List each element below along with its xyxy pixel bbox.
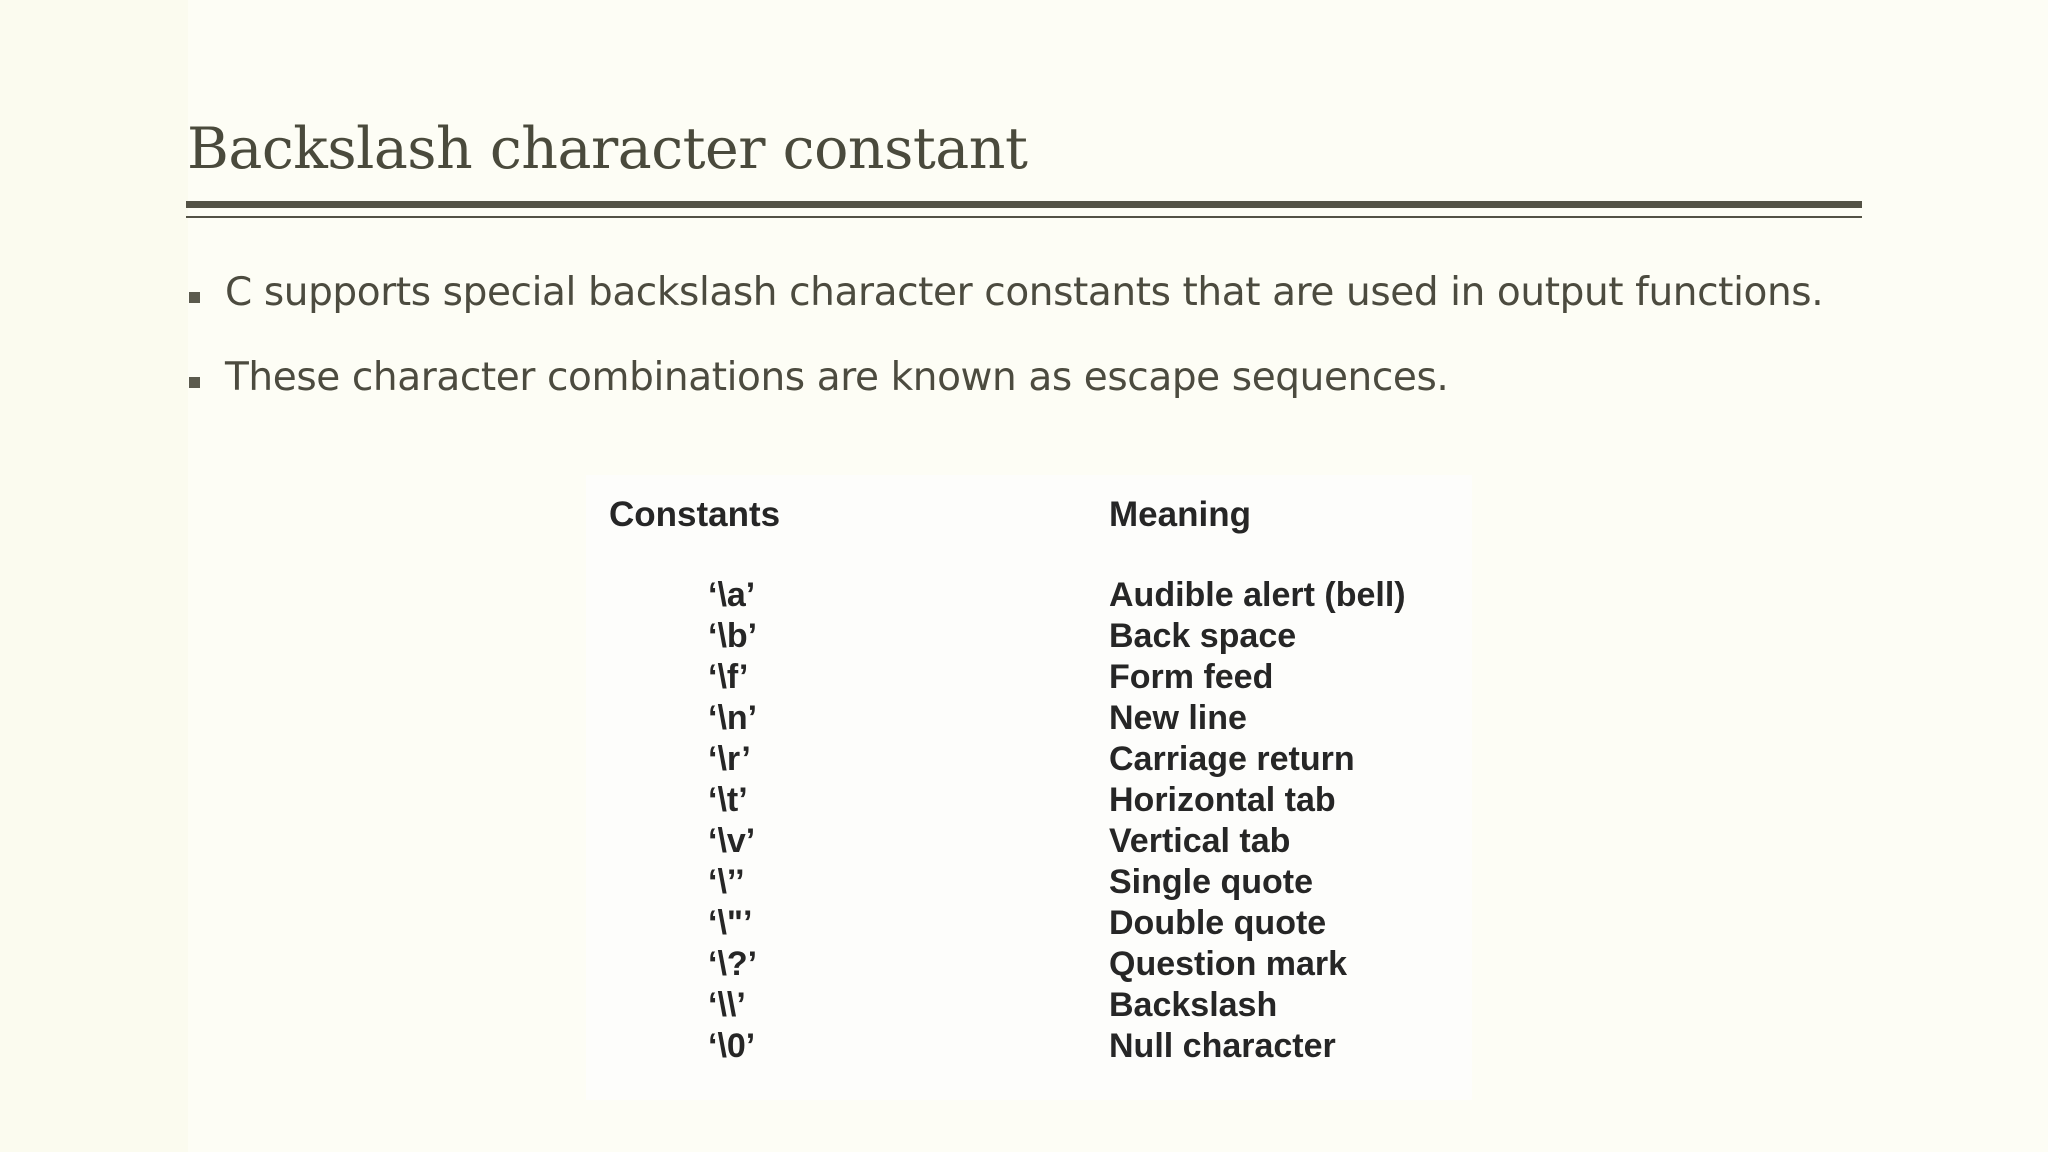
title-underline-thick: [186, 201, 1862, 208]
bullet-text: These character combinations are known as escape sequences.: [225, 355, 1449, 400]
constant-cell: ‘\\’: [708, 986, 746, 1024]
bullet-item: [187, 355, 1823, 401]
table-row: [586, 698, 1472, 739]
constant-cell: ‘\v’: [708, 822, 756, 860]
table-row: [586, 1026, 1472, 1067]
constant-cell: ‘\f’: [708, 658, 749, 696]
meaning-cell: Audible alert (bell): [1109, 576, 1406, 614]
constant-cell: ‘\t’: [708, 781, 748, 819]
table-row: [586, 575, 1472, 616]
meaning-cell: Question mark: [1109, 945, 1348, 983]
meaning-cell: Back space: [1109, 617, 1297, 655]
table-row: [586, 985, 1472, 1026]
table-row: [586, 657, 1472, 698]
slide-left-band: [0, 0, 188, 1152]
meaning-cell: Carriage return: [1109, 740, 1355, 778]
table-row: [586, 944, 1472, 985]
table-row: [586, 616, 1472, 657]
meaning-cell: Vertical tab: [1109, 822, 1291, 860]
table-row: [586, 739, 1472, 780]
table-row: [586, 903, 1472, 944]
slide-title: Backslash character constant: [187, 116, 1028, 182]
table-row: [586, 821, 1472, 862]
constant-cell: ‘\’’: [708, 863, 745, 901]
title-underline-thin: [186, 216, 1862, 218]
escape-sequence-table: [586, 475, 1472, 1100]
meaning-cell: Null character: [1109, 1027, 1336, 1065]
meaning-cell: New line: [1109, 699, 1247, 737]
bullet-text: C supports special backslash character constants that are used in output functions.: [225, 270, 1824, 315]
table-row: [586, 862, 1472, 903]
column-header-constants: Constants: [609, 495, 781, 534]
square-bullet-icon: [189, 377, 200, 388]
column-header-meaning: Meaning: [1109, 495, 1251, 534]
constant-cell: ‘\0’: [708, 1027, 756, 1065]
table-row: [586, 780, 1472, 821]
constant-cell: ‘\b’: [708, 617, 758, 655]
meaning-cell: Backslash: [1109, 986, 1278, 1024]
table-rows: [586, 575, 1472, 1067]
meaning-cell: Horizontal tab: [1109, 781, 1336, 819]
square-bullet-icon: [189, 292, 200, 303]
meaning-cell: Double quote: [1109, 904, 1327, 942]
constant-cell: ‘\"’: [708, 904, 753, 942]
bullet-list: [187, 270, 1823, 440]
meaning-cell: Single quote: [1109, 863, 1313, 901]
bullet-item: [187, 270, 1823, 316]
constant-cell: ‘\a’: [708, 576, 756, 614]
constant-cell: ‘\?’: [708, 945, 758, 983]
constant-cell: ‘\r’: [708, 740, 751, 778]
meaning-cell: Form feed: [1109, 658, 1274, 696]
constant-cell: ‘\n’: [708, 699, 758, 737]
